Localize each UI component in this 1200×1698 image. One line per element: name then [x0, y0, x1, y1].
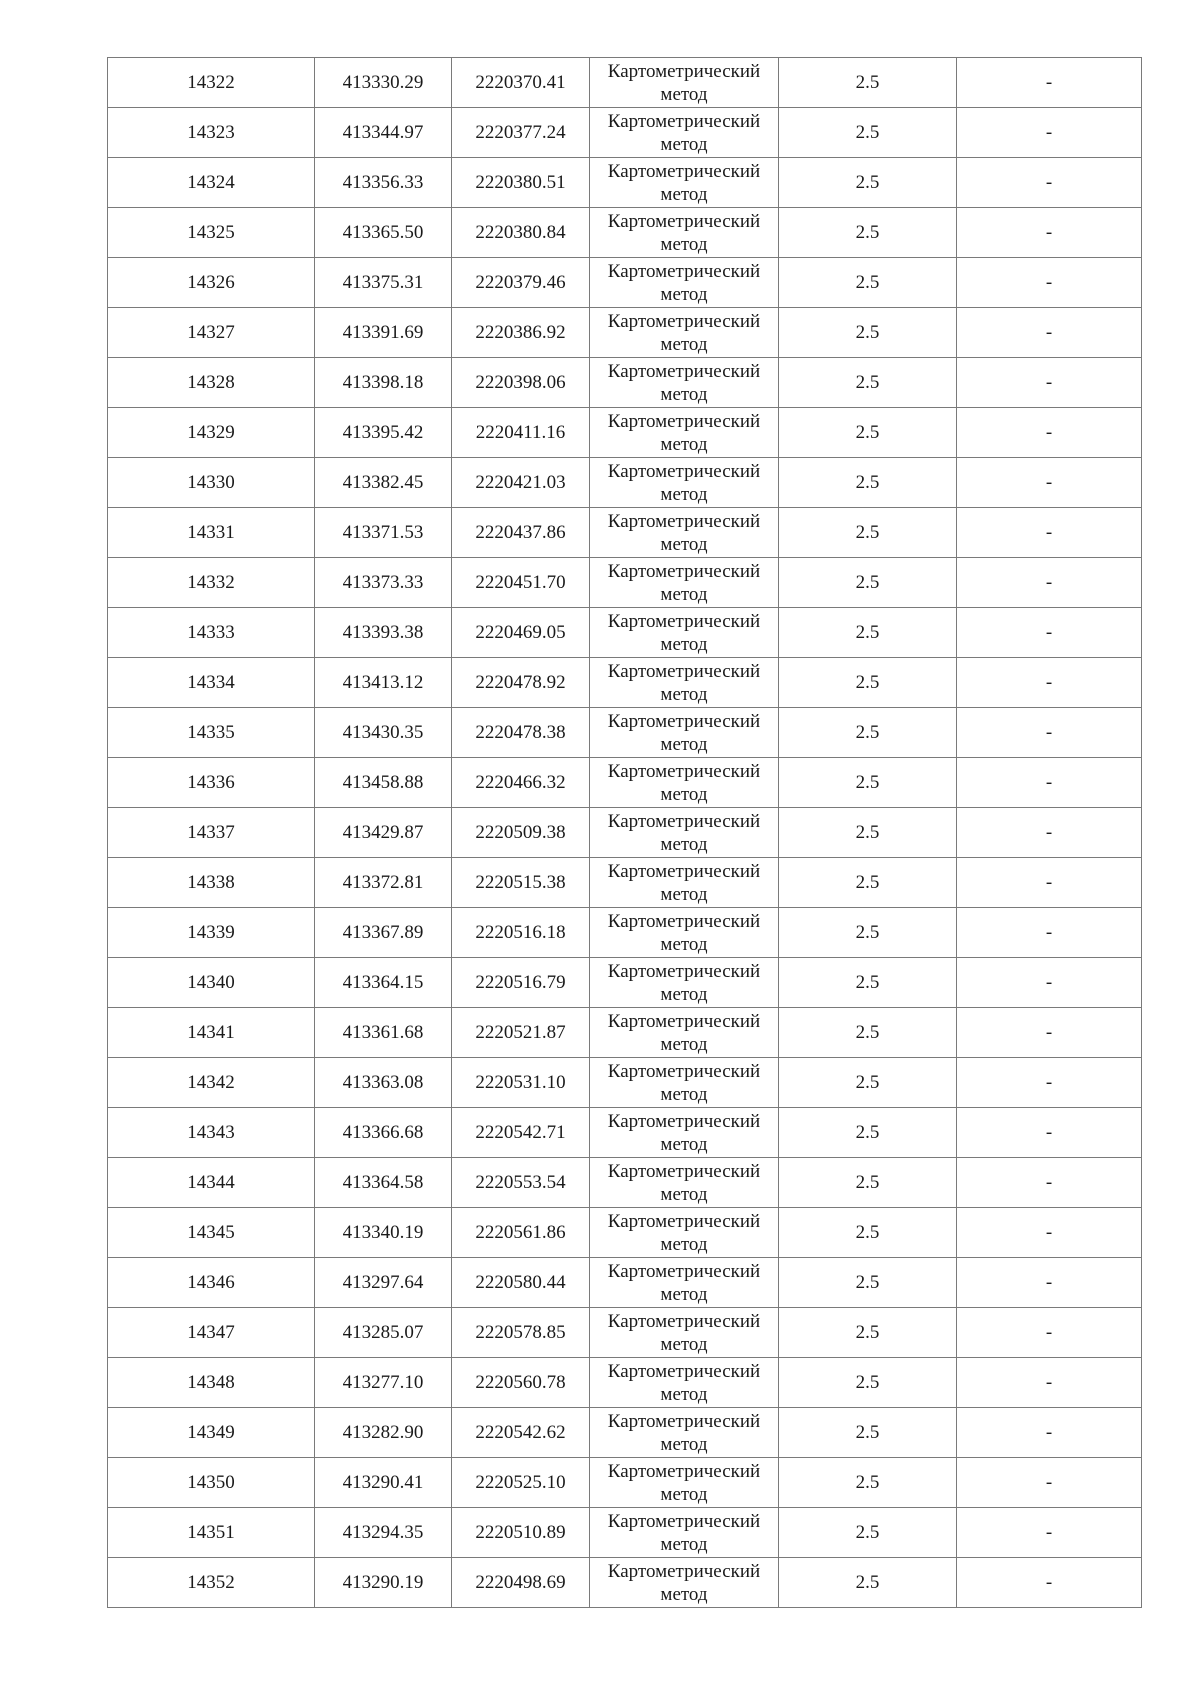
- method-cell: Картометрический метод: [590, 1108, 779, 1158]
- x-coordinate-cell: 413297.64: [315, 1258, 452, 1308]
- note-cell: -: [957, 558, 1142, 608]
- method-cell: Картометрический метод: [590, 958, 779, 1008]
- point-number-cell: 14329: [108, 408, 315, 458]
- note-cell: -: [957, 1208, 1142, 1258]
- x-coordinate-cell: 413373.33: [315, 558, 452, 608]
- y-coordinate-cell: 2220411.16: [452, 408, 590, 458]
- table-row: [108, 158, 1142, 208]
- table-row: [108, 1358, 1142, 1408]
- method-cell: Картометрический метод: [590, 708, 779, 758]
- point-number-cell: 14324: [108, 158, 315, 208]
- method-cell: Картометрический метод: [590, 108, 779, 158]
- point-number-cell: 14333: [108, 608, 315, 658]
- accuracy-cell: 2.5: [779, 1308, 957, 1358]
- y-coordinate-cell: 2220521.87: [452, 1008, 590, 1058]
- x-coordinate-cell: 413361.68: [315, 1008, 452, 1058]
- y-coordinate-cell: 2220580.44: [452, 1258, 590, 1308]
- y-coordinate-cell: 2220510.89: [452, 1508, 590, 1558]
- table-row: [108, 658, 1142, 708]
- point-number-cell: 14326: [108, 258, 315, 308]
- point-number-cell: 14346: [108, 1258, 315, 1308]
- point-number-cell: 14337: [108, 808, 315, 858]
- point-number-cell: 14351: [108, 1508, 315, 1558]
- note-cell: -: [957, 908, 1142, 958]
- table-row: [108, 558, 1142, 608]
- y-coordinate-cell: 2220531.10: [452, 1058, 590, 1108]
- note-cell: -: [957, 1108, 1142, 1158]
- accuracy-cell: 2.5: [779, 908, 957, 958]
- note-cell: -: [957, 1308, 1142, 1358]
- table-row: [108, 1158, 1142, 1208]
- point-number-cell: 14330: [108, 458, 315, 508]
- y-coordinate-cell: 2220561.86: [452, 1208, 590, 1258]
- table-row: [108, 58, 1142, 108]
- x-coordinate-cell: 413430.35: [315, 708, 452, 758]
- note-cell: -: [957, 1008, 1142, 1058]
- table-row: [108, 108, 1142, 158]
- note-cell: -: [957, 508, 1142, 558]
- accuracy-cell: 2.5: [779, 958, 957, 1008]
- note-cell: -: [957, 958, 1142, 1008]
- point-number-cell: 14349: [108, 1408, 315, 1458]
- point-number-cell: 14347: [108, 1308, 315, 1358]
- note-cell: -: [957, 608, 1142, 658]
- point-number-cell: 14336: [108, 758, 315, 808]
- x-coordinate-cell: 413290.41: [315, 1458, 452, 1508]
- y-coordinate-cell: 2220380.51: [452, 158, 590, 208]
- table-row: [108, 408, 1142, 458]
- method-cell: Картометрический метод: [590, 1558, 779, 1608]
- point-number-cell: 14343: [108, 1108, 315, 1158]
- accuracy-cell: 2.5: [779, 658, 957, 708]
- x-coordinate-cell: 413294.35: [315, 1508, 452, 1558]
- note-cell: -: [957, 1358, 1142, 1408]
- note-cell: -: [957, 408, 1142, 458]
- note-cell: -: [957, 658, 1142, 708]
- note-cell: -: [957, 1408, 1142, 1458]
- note-cell: -: [957, 708, 1142, 758]
- note-cell: -: [957, 1058, 1142, 1108]
- note-cell: -: [957, 758, 1142, 808]
- y-coordinate-cell: 2220380.84: [452, 208, 590, 258]
- coordinates-table-body: [108, 58, 1142, 1608]
- x-coordinate-cell: 413413.12: [315, 658, 452, 708]
- accuracy-cell: 2.5: [779, 1258, 957, 1308]
- y-coordinate-cell: 2220542.71: [452, 1108, 590, 1158]
- accuracy-cell: 2.5: [779, 208, 957, 258]
- table-row: [108, 1458, 1142, 1508]
- table-row: [108, 958, 1142, 1008]
- point-number-cell: 14342: [108, 1058, 315, 1108]
- table-row: [108, 508, 1142, 558]
- table-row: [108, 1508, 1142, 1558]
- method-cell: Картометрический метод: [590, 208, 779, 258]
- x-coordinate-cell: 413364.58: [315, 1158, 452, 1208]
- note-cell: -: [957, 158, 1142, 208]
- x-coordinate-cell: 413363.08: [315, 1058, 452, 1108]
- note-cell: -: [957, 858, 1142, 908]
- method-cell: Картометрический метод: [590, 408, 779, 458]
- point-number-cell: 14331: [108, 508, 315, 558]
- accuracy-cell: 2.5: [779, 308, 957, 358]
- x-coordinate-cell: 413282.90: [315, 1408, 452, 1458]
- point-number-cell: 14341: [108, 1008, 315, 1058]
- point-number-cell: 14334: [108, 658, 315, 708]
- accuracy-cell: 2.5: [779, 808, 957, 858]
- point-number-cell: 14348: [108, 1358, 315, 1408]
- point-number-cell: 14350: [108, 1458, 315, 1508]
- table-row: [108, 908, 1142, 958]
- note-cell: -: [957, 258, 1142, 308]
- coordinates-table: [107, 57, 1142, 1608]
- table-row: [108, 1258, 1142, 1308]
- point-number-cell: 14340: [108, 958, 315, 1008]
- note-cell: -: [957, 1258, 1142, 1308]
- table-row: [108, 208, 1142, 258]
- note-cell: -: [957, 1558, 1142, 1608]
- y-coordinate-cell: 2220469.05: [452, 608, 590, 658]
- note-cell: -: [957, 308, 1142, 358]
- method-cell: Картометрический метод: [590, 358, 779, 408]
- y-coordinate-cell: 2220386.92: [452, 308, 590, 358]
- method-cell: Картометрический метод: [590, 158, 779, 208]
- method-cell: Картометрический метод: [590, 1358, 779, 1408]
- accuracy-cell: 2.5: [779, 1458, 957, 1508]
- table-row: [108, 1108, 1142, 1158]
- table-row: [108, 358, 1142, 408]
- method-cell: Картометрический метод: [590, 508, 779, 558]
- accuracy-cell: 2.5: [779, 258, 957, 308]
- y-coordinate-cell: 2220466.32: [452, 758, 590, 808]
- y-coordinate-cell: 2220578.85: [452, 1308, 590, 1358]
- point-number-cell: 14332: [108, 558, 315, 608]
- accuracy-cell: 2.5: [779, 758, 957, 808]
- note-cell: -: [957, 1158, 1142, 1208]
- method-cell: Картометрический метод: [590, 1008, 779, 1058]
- method-cell: Картометрический метод: [590, 1458, 779, 1508]
- table-row: [108, 1058, 1142, 1108]
- accuracy-cell: 2.5: [779, 708, 957, 758]
- table-row: [108, 258, 1142, 308]
- accuracy-cell: 2.5: [779, 1058, 957, 1108]
- x-coordinate-cell: 413344.97: [315, 108, 452, 158]
- method-cell: Картометрический метод: [590, 1308, 779, 1358]
- accuracy-cell: 2.5: [779, 1208, 957, 1258]
- method-cell: Картометрический метод: [590, 758, 779, 808]
- note-cell: -: [957, 458, 1142, 508]
- y-coordinate-cell: 2220509.38: [452, 808, 590, 858]
- table-row: [108, 308, 1142, 358]
- point-number-cell: 14335: [108, 708, 315, 758]
- table-row: [108, 758, 1142, 808]
- x-coordinate-cell: 413458.88: [315, 758, 452, 808]
- y-coordinate-cell: 2220379.46: [452, 258, 590, 308]
- method-cell: Картометрический метод: [590, 608, 779, 658]
- method-cell: Картометрический метод: [590, 558, 779, 608]
- method-cell: Картометрический метод: [590, 308, 779, 358]
- y-coordinate-cell: 2220498.69: [452, 1558, 590, 1608]
- accuracy-cell: 2.5: [779, 1358, 957, 1408]
- x-coordinate-cell: 413429.87: [315, 808, 452, 858]
- y-coordinate-cell: 2220478.38: [452, 708, 590, 758]
- x-coordinate-cell: 413285.07: [315, 1308, 452, 1358]
- accuracy-cell: 2.5: [779, 858, 957, 908]
- table-row: [108, 808, 1142, 858]
- method-cell: Картометрический метод: [590, 908, 779, 958]
- note-cell: -: [957, 358, 1142, 408]
- x-coordinate-cell: 413395.42: [315, 408, 452, 458]
- method-cell: Картометрический метод: [590, 58, 779, 108]
- table-row: [108, 858, 1142, 908]
- y-coordinate-cell: 2220515.38: [452, 858, 590, 908]
- x-coordinate-cell: 413364.15: [315, 958, 452, 1008]
- y-coordinate-cell: 2220421.03: [452, 458, 590, 508]
- table-row: [108, 1008, 1142, 1058]
- table-row: [108, 708, 1142, 758]
- accuracy-cell: 2.5: [779, 1008, 957, 1058]
- method-cell: Картометрический метод: [590, 258, 779, 308]
- y-coordinate-cell: 2220377.24: [452, 108, 590, 158]
- method-cell: Картометрический метод: [590, 458, 779, 508]
- y-coordinate-cell: 2220553.54: [452, 1158, 590, 1208]
- point-number-cell: 14323: [108, 108, 315, 158]
- y-coordinate-cell: 2220560.78: [452, 1358, 590, 1408]
- accuracy-cell: 2.5: [779, 508, 957, 558]
- x-coordinate-cell: 413366.68: [315, 1108, 452, 1158]
- note-cell: -: [957, 208, 1142, 258]
- x-coordinate-cell: 413356.33: [315, 158, 452, 208]
- point-number-cell: 14328: [108, 358, 315, 408]
- accuracy-cell: 2.5: [779, 158, 957, 208]
- x-coordinate-cell: 413340.19: [315, 1208, 452, 1258]
- point-number-cell: 14352: [108, 1558, 315, 1608]
- method-cell: Картометрический метод: [590, 1058, 779, 1108]
- accuracy-cell: 2.5: [779, 558, 957, 608]
- y-coordinate-cell: 2220451.70: [452, 558, 590, 608]
- y-coordinate-cell: 2220525.10: [452, 1458, 590, 1508]
- x-coordinate-cell: 413382.45: [315, 458, 452, 508]
- x-coordinate-cell: 413365.50: [315, 208, 452, 258]
- x-coordinate-cell: 413330.29: [315, 58, 452, 108]
- method-cell: Картометрический метод: [590, 1408, 779, 1458]
- table-row: [108, 608, 1142, 658]
- y-coordinate-cell: 2220542.62: [452, 1408, 590, 1458]
- x-coordinate-cell: 413367.89: [315, 908, 452, 958]
- note-cell: -: [957, 1508, 1142, 1558]
- accuracy-cell: 2.5: [779, 58, 957, 108]
- method-cell: Картометрический метод: [590, 858, 779, 908]
- y-coordinate-cell: 2220516.18: [452, 908, 590, 958]
- note-cell: -: [957, 1458, 1142, 1508]
- x-coordinate-cell: 413290.19: [315, 1558, 452, 1608]
- point-number-cell: 14338: [108, 858, 315, 908]
- table-row: [108, 1208, 1142, 1258]
- accuracy-cell: 2.5: [779, 1408, 957, 1458]
- y-coordinate-cell: 2220398.06: [452, 358, 590, 408]
- accuracy-cell: 2.5: [779, 1158, 957, 1208]
- note-cell: -: [957, 58, 1142, 108]
- method-cell: Картометрический метод: [590, 658, 779, 708]
- x-coordinate-cell: 413391.69: [315, 308, 452, 358]
- x-coordinate-cell: 413393.38: [315, 608, 452, 658]
- point-number-cell: 14325: [108, 208, 315, 258]
- note-cell: -: [957, 108, 1142, 158]
- y-coordinate-cell: 2220516.79: [452, 958, 590, 1008]
- accuracy-cell: 2.5: [779, 408, 957, 458]
- accuracy-cell: 2.5: [779, 108, 957, 158]
- accuracy-cell: 2.5: [779, 1508, 957, 1558]
- accuracy-cell: 2.5: [779, 458, 957, 508]
- point-number-cell: 14344: [108, 1158, 315, 1208]
- accuracy-cell: 2.5: [779, 1108, 957, 1158]
- x-coordinate-cell: 413371.53: [315, 508, 452, 558]
- x-coordinate-cell: 413398.18: [315, 358, 452, 408]
- method-cell: Картометрический метод: [590, 1158, 779, 1208]
- point-number-cell: 14327: [108, 308, 315, 358]
- table-row: [108, 1558, 1142, 1608]
- y-coordinate-cell: 2220478.92: [452, 658, 590, 708]
- y-coordinate-cell: 2220370.41: [452, 58, 590, 108]
- point-number-cell: 14339: [108, 908, 315, 958]
- x-coordinate-cell: 413277.10: [315, 1358, 452, 1408]
- point-number-cell: 14322: [108, 58, 315, 108]
- x-coordinate-cell: 413372.81: [315, 858, 452, 908]
- table-row: [108, 1308, 1142, 1358]
- method-cell: Картометрический метод: [590, 1508, 779, 1558]
- accuracy-cell: 2.5: [779, 608, 957, 658]
- method-cell: Картометрический метод: [590, 808, 779, 858]
- method-cell: Картометрический метод: [590, 1208, 779, 1258]
- note-cell: -: [957, 808, 1142, 858]
- x-coordinate-cell: 413375.31: [315, 258, 452, 308]
- point-number-cell: 14345: [108, 1208, 315, 1258]
- accuracy-cell: 2.5: [779, 358, 957, 408]
- y-coordinate-cell: 2220437.86: [452, 508, 590, 558]
- accuracy-cell: 2.5: [779, 1558, 957, 1608]
- table-row: [108, 458, 1142, 508]
- method-cell: Картометрический метод: [590, 1258, 779, 1308]
- table-row: [108, 1408, 1142, 1458]
